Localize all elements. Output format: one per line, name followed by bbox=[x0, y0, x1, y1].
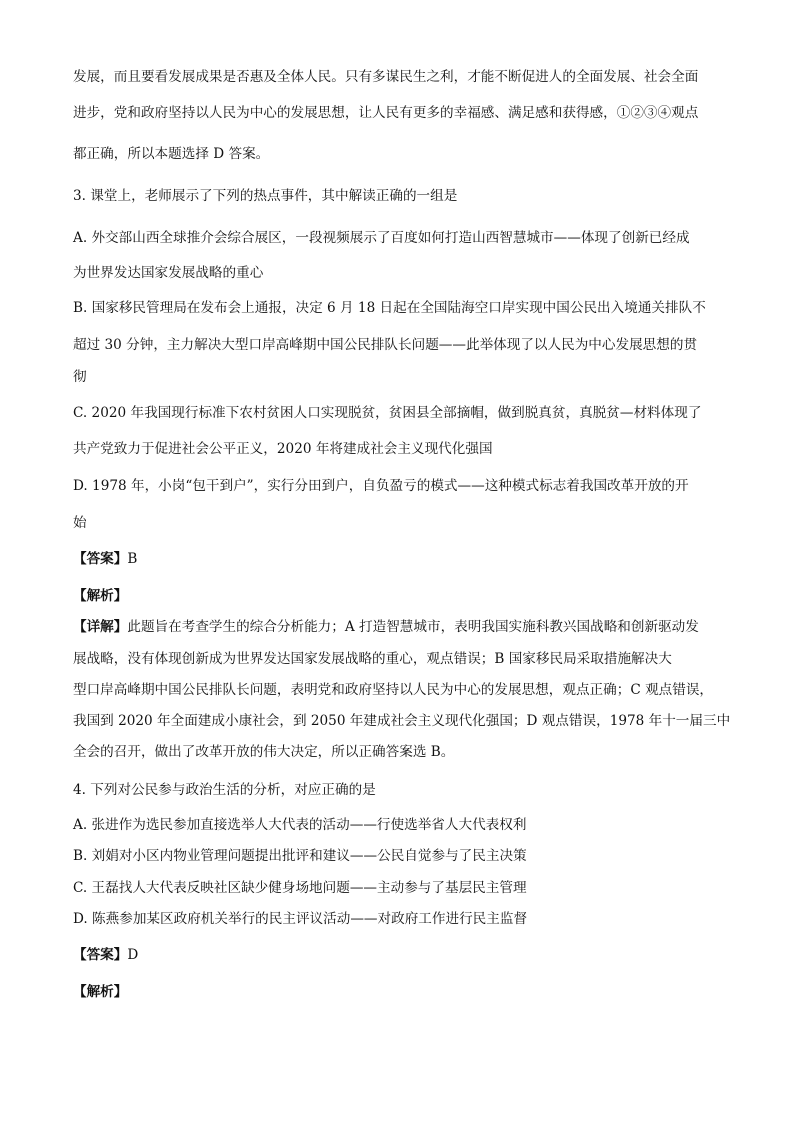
analysis-tag: 【解析】 bbox=[73, 588, 128, 604]
q3-option-b-line-1: B. 国家移民管理局在发布会上通报，决定 6 月 18 日起在全国陆海空口岸实现中国公民出入境通关排队不 bbox=[73, 300, 706, 316]
q3-option-d-line-2: 始 bbox=[73, 515, 87, 531]
intro-line-2: 进步，党和政府坚持以人民为中心的发展思想，让人民有更多的幸福感、满足感和获得感，①②③④观点 bbox=[73, 105, 699, 121]
answer-value: B bbox=[127, 551, 138, 567]
q4-option-d: D. 陈燕参加某区政府机关举行的民主评议活动——对政府工作进行民主监督 bbox=[73, 911, 528, 927]
q4-analysis-heading bbox=[73, 982, 127, 1002]
q3-detail-line-5: 全会的召开，做出了改革开放的伟大决定，所以正确答案选 B。 bbox=[73, 744, 455, 760]
q3-option-c-line-2: 共产党致力于促进社会公平正义，2020 年将建成社会主义现代化强国 bbox=[73, 441, 493, 457]
intro-line-3: 都正确，所以本题选择 D 答案。 bbox=[73, 146, 270, 162]
q3-option-a-line-1: A. 外交部山西全球推介会综合展区，一段视频展示了百度如何打造山西智慧城市——体现了创新已经成 bbox=[73, 230, 690, 246]
q3-option-b-line-3: 彻 bbox=[73, 369, 87, 385]
q3-detail-line-3: 型口岸高峰期中国公民排队长问题，表明党和政府坚持以人民为中心的发展思想，观点正确；C 观点错误， bbox=[73, 682, 714, 698]
detail-text: 此题旨在考查学生的综合分析能力；A 打造智慧城市，表明我国实施科教兴国战略和创新驱动发 bbox=[127, 619, 699, 635]
q3-detail-line-4: 我国到 2020 年全面建成小康社会，到 2050 年建成社会主义现代化强国；D 观点错误，1978 年十一届三中 bbox=[73, 713, 731, 729]
answer-tag: 【答案】 bbox=[73, 947, 128, 963]
answer-value: D bbox=[127, 947, 139, 963]
analysis-tag: 【解析】 bbox=[73, 984, 128, 1000]
q3-option-b-line-2: 超过 30 分钟，主力解决大型口岸高峰期中国公民排队长问题——此举体现了以人民为中心发展思想的贯 bbox=[73, 337, 698, 353]
q4-option-a: A. 张进作为选民参加直接选举人大代表的活动——行使选举省人大代表权利 bbox=[73, 817, 527, 833]
question-3-stem: 3. 课堂上，老师展示了下列的热点事件，其中解读正确的一组是 bbox=[73, 188, 458, 204]
intro-line-1: 发展，而且要看发展成果是否惠及全体人民。只有多谋民生之利，才能不断促进人的全面发展、社会全面 bbox=[73, 69, 699, 85]
q3-option-d-line-1: D. 1978 年，小岗“包干到户”，实行分田到户，自负盈亏的模式——这种模式标志着我国改革开放的开 bbox=[73, 478, 689, 494]
q3-analysis-heading bbox=[73, 586, 127, 606]
q3-answer bbox=[73, 549, 137, 569]
q3-option-c-line-1: C. 2020 年我国现行标准下农村贫困人口实现脱贫，贫困县全部摘帽，做到脱真贫，真脱贫—材料体现了 bbox=[73, 405, 702, 421]
q4-answer bbox=[73, 945, 138, 965]
q3-option-a-line-2: 为世界发达国家发展战略的重心 bbox=[73, 265, 264, 281]
question-4-stem: 4. 下列对公民参与政治生活的分析，对应正确的是 bbox=[73, 782, 376, 798]
q4-option-c: C. 王磊找人大代表反映社区缺少健身场地问题——主动参与了基层民主管理 bbox=[73, 880, 527, 896]
q4-option-b: B. 刘娟对小区内物业管理问题提出批评和建议——公民自觉参与了民主决策 bbox=[73, 848, 527, 864]
detail-tag: 【详解】 bbox=[73, 619, 128, 635]
q3-detail-line-2: 展战略，没有体现创新成为世界发达国家发展战略的重心，观点错误；B 国家移民局采取措施解决大 bbox=[73, 651, 672, 667]
q3-detail-line-1 bbox=[73, 617, 699, 637]
answer-tag: 【答案】 bbox=[73, 551, 128, 567]
